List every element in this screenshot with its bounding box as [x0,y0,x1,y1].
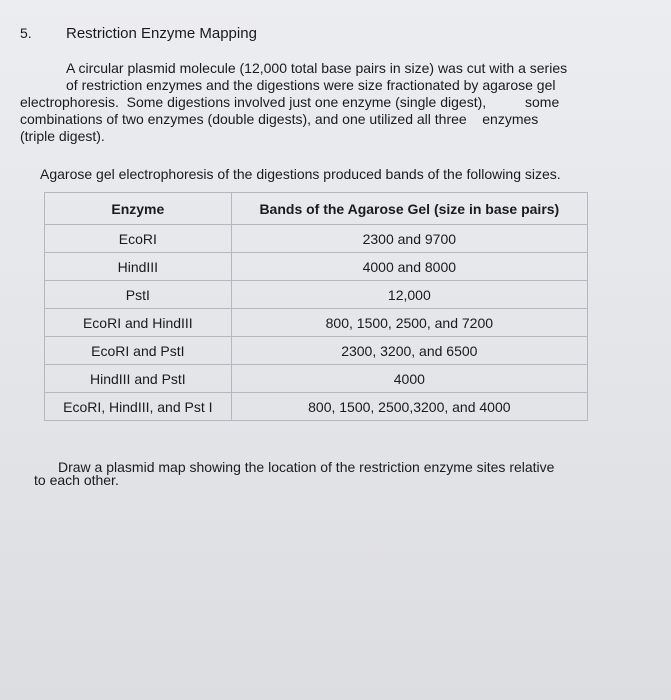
bands-cell: 4000 [231,365,587,393]
table-intro: Agarose gel electrophoresis of the digestions produced bands of the following sizes. [40,166,561,182]
paragraph-line-5: (triple digest). [20,128,105,144]
question-number: 5. [20,25,32,41]
bands-cell: 2300, 3200, and 6500 [231,337,587,365]
enzyme-cell: EcoRI and PstI [45,337,232,365]
table-header-row [45,193,588,225]
instruction-line-1: Draw a plasmid map showing the location of the restriction enzyme sites relative [58,459,555,475]
enzyme-cell: HindIII and PstI [45,365,232,393]
table-row [45,393,588,421]
bands-cell: 2300 and 9700 [231,225,587,253]
paragraph-line-3: electrophoresis. Some digestions involved just one enzyme (single digest), some [20,94,560,110]
bands-cell: 4000 and 8000 [231,253,587,281]
table-row [45,337,588,365]
bands-cell: 12,000 [231,281,587,309]
paragraph-line-1: A circular plasmid molecule (12,000 total base pairs in size) was cut with a series [66,60,568,76]
table-row [45,309,588,337]
paragraph-line-2: of restriction enzymes and the digestions were size fractionated by agarose gel [66,77,556,93]
enzyme-cell: PstI [45,281,232,309]
instruction-line-2: to each other. [34,472,119,488]
enzyme-cell: EcoRI and HindIII [45,309,232,337]
header-bands: Bands of the Agarose Gel (size in base pairs) [231,193,587,225]
bands-cell: 800, 1500, 2500,3200, and 4000 [231,393,587,421]
bands-cell: 800, 1500, 2500, and 7200 [231,309,587,337]
table-row [45,281,588,309]
table-row [45,225,588,253]
enzyme-cell: EcoRI [45,225,232,253]
digest-bands-table [44,192,588,421]
enzyme-cell: EcoRI, HindIII, and Pst I [45,393,232,421]
paragraph-line-4: combinations of two enzymes (double digests), and one utilized all three enzymes [20,111,539,127]
table-row [45,365,588,393]
enzyme-cell: HindIII [45,253,232,281]
table-row [45,253,588,281]
question-title: Restriction Enzyme Mapping [66,25,257,42]
header-enzyme: Enzyme [45,193,232,225]
